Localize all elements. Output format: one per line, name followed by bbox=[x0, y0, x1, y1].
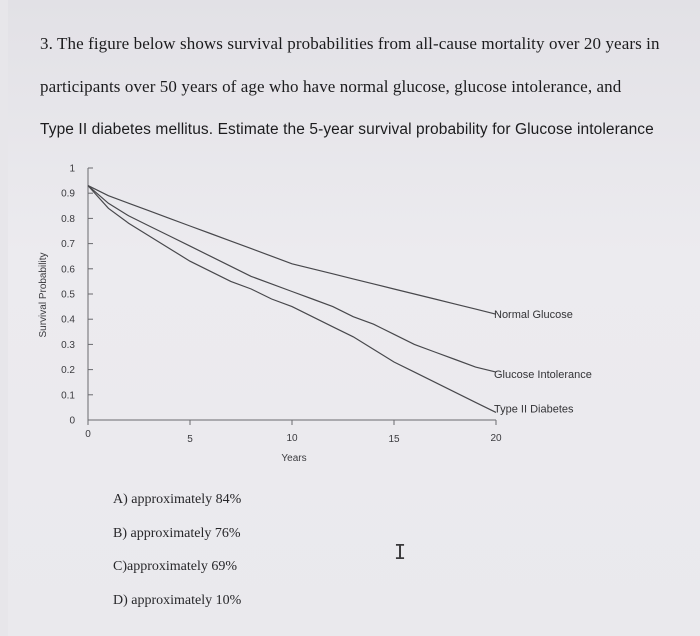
series-label-normal-glucose: Normal Glucose bbox=[494, 309, 573, 322]
series-line-normal-glucose bbox=[88, 186, 496, 315]
series-label-glucose-intolerance: Glucose Intolerance bbox=[494, 369, 592, 382]
y-tick-label: 0.5 bbox=[61, 289, 75, 301]
text-cursor-icon: I bbox=[394, 540, 407, 564]
answer-option-b[interactable]: B) approximately 76% bbox=[113, 525, 241, 541]
y-tick-label: 0.6 bbox=[61, 264, 75, 276]
x-tick-label: 15 bbox=[388, 434, 400, 445]
y-tick-label: 0.4 bbox=[61, 314, 75, 326]
series-line-glucose-intolerance bbox=[88, 186, 496, 373]
answer-option-d[interactable]: D) approximately 10% bbox=[113, 592, 242, 608]
question-line-1: 3. The figure below shows survival probabilities from all-cause mortality over 20 years in bbox=[40, 34, 660, 53]
x-tick-label: 5 bbox=[187, 434, 193, 445]
y-tick-label: 0.1 bbox=[61, 390, 75, 402]
y-tick-label: 0.7 bbox=[61, 239, 75, 251]
y-axis-title: Survival Probability bbox=[38, 252, 49, 338]
answer-options bbox=[113, 485, 241, 619]
answer-option-c[interactable]: C)approximately 69% bbox=[113, 559, 238, 574]
y-tick-label: 0.3 bbox=[61, 339, 75, 351]
y-tick-label: 0.8 bbox=[61, 213, 75, 225]
x-tick-label: 0 bbox=[85, 429, 91, 440]
question-line-2: participants over 50 years of age who have normal glucose, glucose intolerance, and bbox=[40, 77, 622, 96]
y-tick-label: 1 bbox=[69, 163, 75, 175]
x-tick-label: 10 bbox=[286, 433, 298, 444]
x-tick-label: 20 bbox=[490, 433, 502, 444]
question-line-3: Type II diabetes mellitus. Estimate the 5-year survival probability for Glucose intolerance bbox=[40, 121, 654, 138]
y-tick-label: 0.9 bbox=[61, 188, 75, 200]
answer-option-a[interactable]: A) approximately 84% bbox=[113, 492, 242, 507]
y-tick-label: 0.2 bbox=[61, 365, 75, 377]
y-tick-label: 0 bbox=[69, 415, 75, 427]
series-label-type-ii-diabetes: Type II Diabetes bbox=[494, 403, 574, 416]
x-axis-title: Years bbox=[281, 453, 307, 464]
